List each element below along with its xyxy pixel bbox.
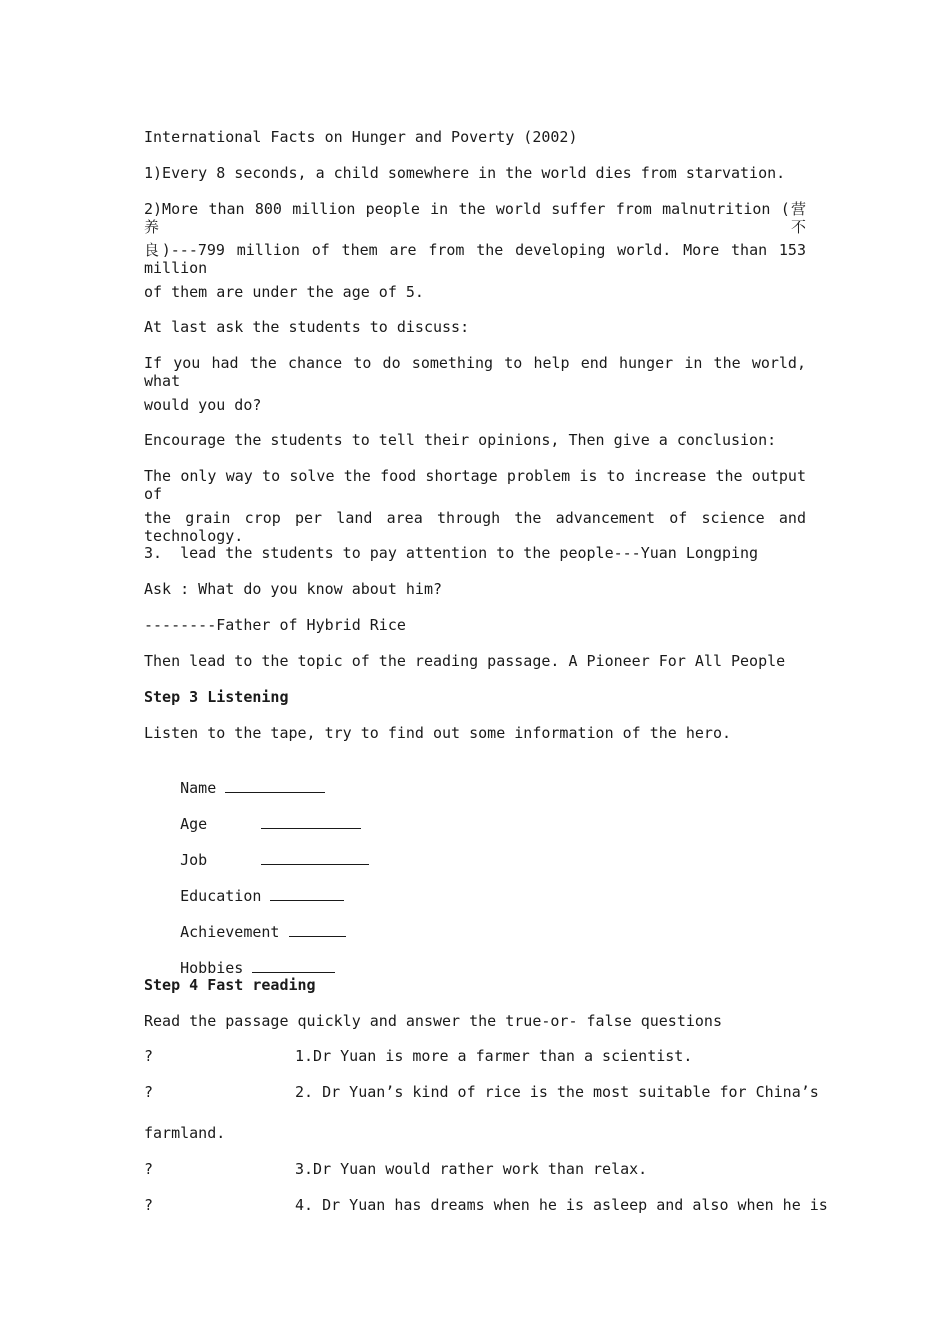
conclusion-line-2: the grain crop per land area through the advancement of science and technology. (144, 509, 806, 545)
step4-instruction: Read the passage quickly and answer the true-or- false questions (144, 1012, 722, 1030)
lead-topic-text: Then lead to the topic of the reading passage. A Pioneer For All People (144, 652, 786, 670)
question-3-text: 3.Dr Yuan would rather work than relax. (295, 1160, 648, 1178)
question-marker: ? (144, 1083, 154, 1101)
question-marker: ? (144, 1047, 154, 1065)
field-hobbies-blank[interactable] (252, 958, 335, 973)
ask-text: Ask : What do you know about him? (144, 580, 443, 598)
field-education-label: Education (180, 887, 262, 905)
field-age-blank[interactable] (261, 814, 361, 829)
field-hobbies-label: Hobbies (180, 959, 244, 977)
field-job-blank[interactable] (261, 850, 369, 865)
field-name-label: Name (180, 779, 217, 797)
fact-1: 1)Every 8 seconds, a child somewhere in the world dies from starvation. (144, 164, 786, 182)
field-achievement-blank[interactable] (289, 922, 346, 937)
fact-2-line-2: 良)---799 million of them are from the developing world. More than 153 million (144, 241, 806, 277)
question-marker: ? (144, 1196, 154, 1214)
discuss-question-line-2: would you do? (144, 396, 262, 414)
step3-heading: Step 3 Listening (144, 688, 289, 706)
field-name-blank[interactable] (225, 778, 325, 793)
encourage-text: Encourage the students to tell their opinions, Then give a conclusion: (144, 431, 777, 449)
fact-2-line-1: 2)More than 800 million people in the world suffer from malnutrition (营养不 (144, 200, 806, 236)
intro-title: International Facts on Hunger and Poverty (2002) (144, 128, 578, 146)
field-age-label: Age (180, 815, 208, 833)
conclusion-line-1: The only way to solve the food shortage problem is to increase the output of (144, 467, 806, 503)
answer-text: --------Father of Hybrid Rice (144, 616, 406, 634)
field-achievement-label: Achievement (180, 923, 280, 941)
question-4-text: 4. Dr Yuan has dreams when he is asleep and also when he is (295, 1196, 828, 1214)
field-job-label: Job (180, 851, 208, 869)
fact-2-line-3: of them are under the age of 5. (144, 283, 424, 301)
step3-instruction: Listen to the tape, try to find out some information of the hero. (144, 724, 731, 742)
field-education-blank[interactable] (270, 886, 344, 901)
discuss-intro: At last ask the students to discuss: (144, 318, 470, 336)
discuss-question-line-1: If you had the chance to do something to help end hunger in the world, what (144, 354, 806, 390)
question-2-continuation: farmland. (144, 1124, 226, 1142)
question-marker: ? (144, 1160, 154, 1178)
step-item-3: 3. lead the students to pay attention to the people---Yuan Longping (144, 544, 759, 562)
question-1-text: 1.Dr Yuan is more a farmer than a scientist. (295, 1047, 693, 1065)
step4-heading: Step 4 Fast reading (144, 976, 316, 994)
question-2-text: 2. Dr Yuan’s kind of rice is the most suitable for China’s (295, 1083, 819, 1101)
